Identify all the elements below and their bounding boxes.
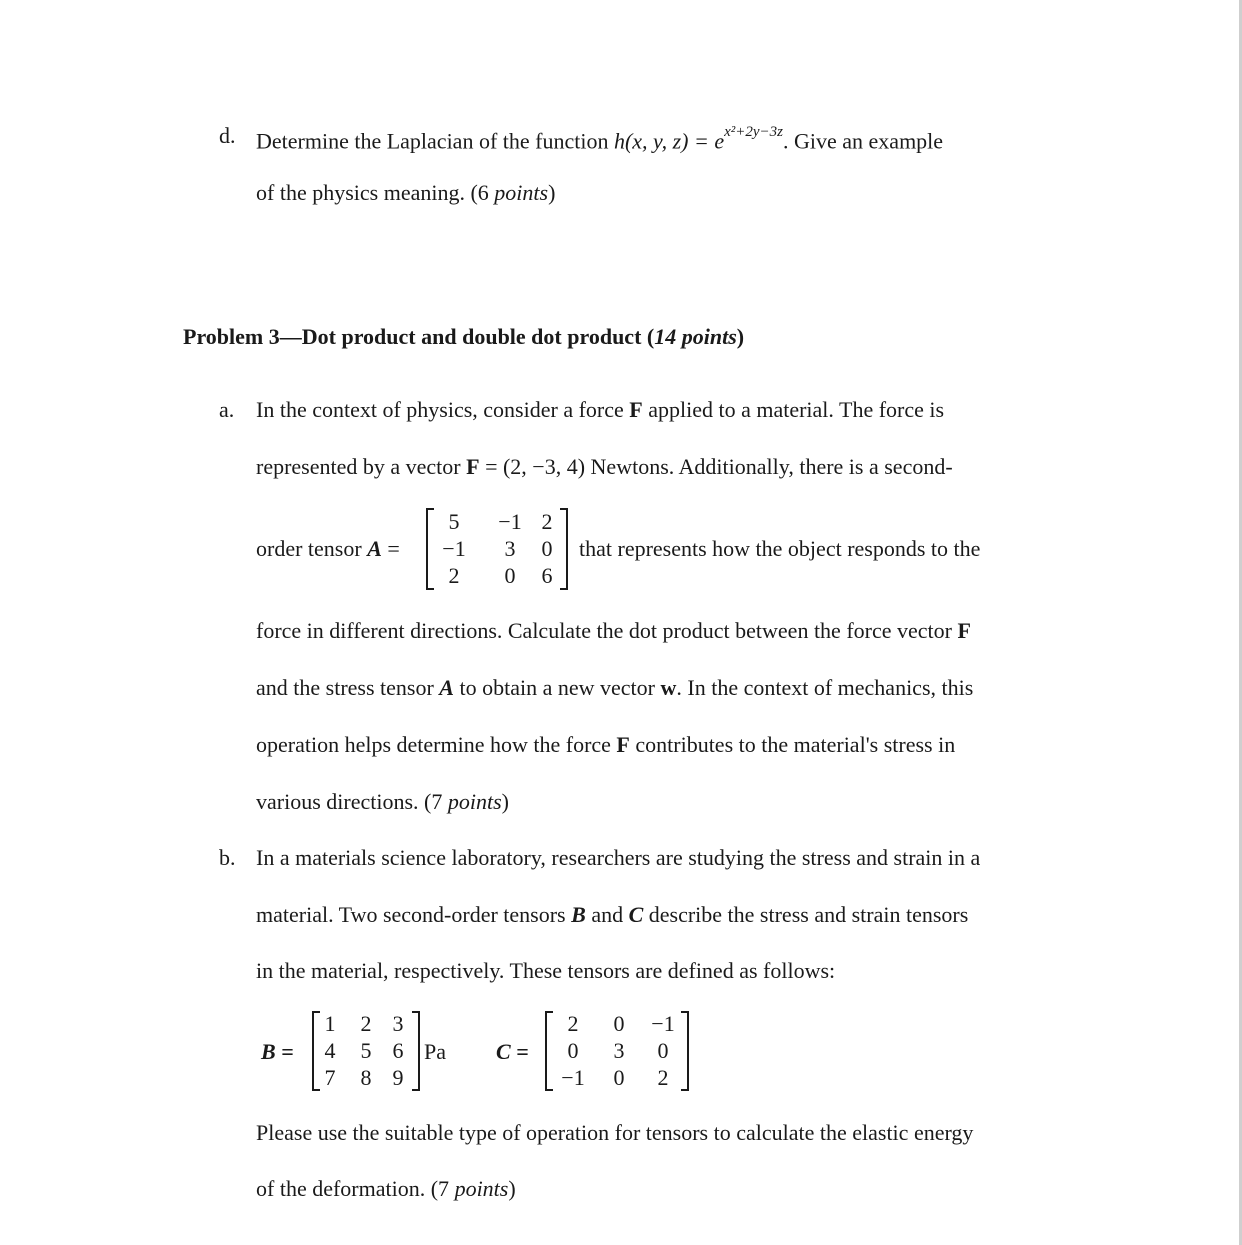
matrix-C — [545, 1011, 689, 1091]
matrix-A-row-2: −1 3 0 — [442, 536, 553, 561]
matrix-A — [426, 508, 568, 590]
part-a-line-3-post: that represents how the object responds to the — [579, 536, 981, 561]
matrix-C-row-1: 2 0 −1 — [567, 1011, 675, 1036]
part-b-line-3: in the material, respectively. These tensors are defined as follows: — [256, 958, 836, 983]
part-d-label: d. — [219, 123, 236, 148]
part-a-label: a. — [219, 397, 235, 422]
part-b-line-4: Please use the suitable type of operation for tensors to calculate the elastic energy — [256, 1120, 974, 1145]
part-a-line-6: operation helps determine how the force F contributes to the material's stress in — [256, 732, 956, 757]
part-a-line-3-pre: order tensor A = — [256, 536, 400, 561]
exponent: x²+2y−3z — [724, 124, 784, 140]
matrix-B — [312, 1011, 420, 1091]
matrix-C-row-2: 0 3 0 — [567, 1038, 669, 1063]
matrix-B-unit: Pa — [424, 1039, 446, 1064]
part-b-line-2: material. Two second-order tensors B and C describe the stress and strain tensors — [256, 902, 969, 927]
part-a-line-2: represented by a vector F = (2, −3, 4) Newtons. Additionally, there is a second- — [256, 454, 953, 479]
matrix-B-row-1: 1 2 3 — [324, 1011, 404, 1036]
matrix-B-row-2: 4 5 6 — [324, 1038, 404, 1063]
matrix-B-row-3: 7 8 9 — [324, 1065, 404, 1090]
laplacian-function: h(x, y, z) = e — [613, 128, 725, 154]
matrix-C-row-3: −1 0 2 — [561, 1065, 669, 1090]
part-a-line-4: force in different directions. Calculate the dot product between the force vector F — [256, 618, 971, 643]
part-d-line-2: of the physics meaning. (6 points) — [256, 180, 556, 205]
part-a-line-1: In the context of physics, consider a force F applied to a material. The force is — [256, 397, 945, 422]
problem-3-heading: Problem 3—Dot product and double dot product (14 points) — [183, 324, 745, 349]
part-b-line-1: In a materials science laboratory, researchers are studying the stress and strain in a — [256, 845, 981, 870]
matrix-A-row-1: 5 −1 2 — [448, 509, 553, 534]
matrix-A-row-3: 2 0 6 — [448, 563, 553, 588]
matrix-B-label: B = — [261, 1039, 294, 1064]
matrix-C-label: C = — [496, 1039, 529, 1064]
part-b-line-5: of the deformation. (7 points) — [256, 1176, 516, 1201]
part-a-line-5: and the stress tensor A to obtain a new vector w. In the context of mechanics, this — [256, 675, 974, 700]
part-b-label: b. — [219, 845, 236, 870]
part-a-line-7: various directions. (7 points) — [256, 789, 509, 814]
part-d-line-1: Determine the Laplacian of the function h(x, y, $z) = e^{x^2+2y-3z}$. Give an example — [256, 124, 944, 154]
